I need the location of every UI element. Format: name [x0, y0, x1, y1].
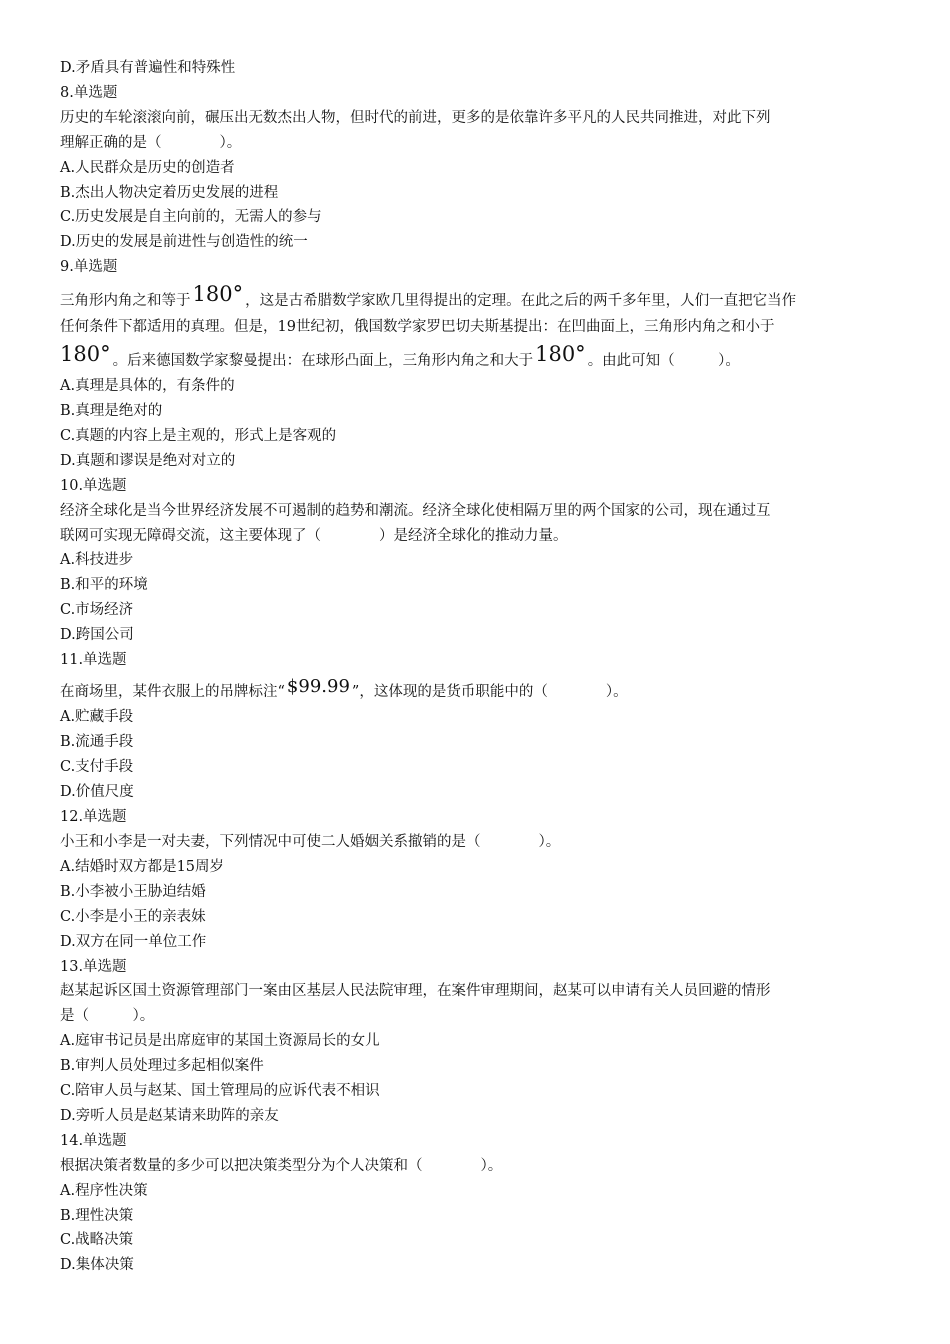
q13-header: 13.单选题 — [60, 958, 127, 975]
q11-math-price: $99.99 — [286, 675, 350, 697]
q10-option-d[interactable]: D.跨国公司 — [60, 627, 134, 644]
q12-stem: 小王和小李是一对夫妻，下列情况中可使二人婚姻关系撤销的是（ ）。 — [60, 833, 561, 850]
q9-stem-line-3 — [60, 341, 890, 375]
q14-option-c[interactable]: C.战略决策 — [60, 1232, 134, 1249]
q13-stem-line-2: 是（ ）。 — [60, 1008, 155, 1025]
q11-header: 11.单选题 — [60, 652, 127, 669]
q8-stem-line-1: 历史的车轮滚滚向前，碾压出无数杰出人物，但时代的前进，更多的是依靠许多平凡的人民共同推进，对此下列 — [60, 109, 771, 126]
q8-option-b[interactable]: B.杰出人物决定着历史发展的进程 — [60, 184, 279, 201]
q13-option-c[interactable]: C.陪审人员与赵某、国土管理局的应诉代表不相识 — [60, 1083, 380, 1100]
q9-stem-3b: 。由此可知（ ）。 — [587, 352, 740, 369]
q11-stem — [60, 675, 890, 706]
prev-option-d: D.矛盾具有普遍性和特殊性 — [60, 60, 236, 76]
q13-option-b[interactable]: B.审判人员处理过多起相似案件 — [60, 1058, 264, 1075]
q9-stem-3a: 。后来德国数学家黎曼提出：在球形凸面上，三角形内角之和大于 — [112, 352, 534, 369]
q8-header: 8.单选题 — [60, 84, 118, 101]
q9-math-180-c: 180° — [535, 341, 586, 366]
q14-stem: 根据决策者数量的多少可以把决策类型分为个人决策和（ ）。 — [60, 1157, 503, 1174]
q13-stem-line-1: 赵某起诉区国土资源管理部门一案由区基层人民法院审理，在案件审理期间，赵某可以申请有关人员回避的情形 — [60, 983, 771, 1000]
q9-option-c[interactable]: C.真题的内容上是主观的，形式上是客观的 — [60, 427, 337, 444]
q12-option-d[interactable]: D.双方在同一单位工作 — [60, 933, 207, 950]
q9-stem-1a: 三角形内角之和等于 — [60, 293, 191, 310]
q11-stem-a: 在商场里，某件衣服上的吊牌标注“ — [60, 683, 285, 700]
q11-option-c[interactable]: C.支付手段 — [60, 759, 134, 776]
q8-option-a[interactable]: A.人民群众是历史的创造者 — [60, 159, 235, 176]
q9-option-a[interactable]: A.真理是具体的，有条件的 — [60, 378, 235, 395]
q10-option-b[interactable]: B.和平的环境 — [60, 577, 148, 594]
q10-header: 10.单选题 — [60, 477, 127, 494]
q14-option-b[interactable]: B.理性决策 — [60, 1207, 134, 1224]
q9-math-180-a: 180° — [192, 282, 244, 307]
q10-stem-line-1: 经济全球化是当今世界经济发展不可遏制的趋势和潮流。经济全球化使相隔万里的两个国家的公司，现在通过互 — [60, 502, 771, 519]
q10-stem-line-2: 联网可实现无障碍交流，这主要体现了（ ）是经济全球化的推动力量。 — [60, 527, 568, 544]
q12-option-b[interactable]: B.小李被小王胁迫结婚 — [60, 883, 206, 900]
q9-header: 9.单选题 — [60, 259, 118, 276]
q11-stem-b: ”，这体现的是货币职能中的（ ）。 — [351, 683, 628, 700]
q8-option-c[interactable]: C.历史发展是自主向前的，无需人的参与 — [60, 209, 322, 226]
q9-option-d[interactable]: D.真题和谬误是绝对对立的 — [60, 452, 236, 469]
q9-stem-line-2: 任何条件下都适用的真理。但是，19世纪初，俄国数学家罗巴切夫斯基提出：在凹曲面上，三角形内角之和小于 — [60, 318, 775, 335]
q8-stem-line-2: 理解正确的是（ ）。 — [60, 134, 242, 151]
q12-option-a[interactable]: A.结婚时双方都是15周岁 — [60, 858, 225, 875]
q9-stem-line-1 — [60, 284, 890, 315]
q12-option-c[interactable]: C.小李是小王的亲表妹 — [60, 908, 206, 925]
q10-option-a[interactable]: A.科技进步 — [60, 552, 134, 569]
q9-stem-1b: ，这是古希腊数学家欧几里得提出的定理。在此之后的两千多年里，人们一直把它当作 — [245, 293, 797, 310]
q11-option-b[interactable]: B.流通手段 — [60, 734, 134, 751]
q14-option-d[interactable]: D.集体决策 — [60, 1257, 134, 1274]
q11-option-d[interactable]: D.价值尺度 — [60, 784, 134, 801]
q11-option-a[interactable]: A.贮藏手段 — [60, 709, 134, 726]
q13-option-a[interactable]: A.庭审书记员是出席庭审的某国土资源局长的女儿 — [60, 1033, 380, 1050]
q8-option-d[interactable]: D.历史的发展是前进性与创造性的统一 — [60, 234, 308, 251]
q12-header: 12.单选题 — [60, 809, 127, 826]
q14-header: 14.单选题 — [60, 1132, 127, 1149]
q9-math-180-b: 180° — [60, 341, 111, 366]
q14-option-a[interactable]: A.程序性决策 — [60, 1182, 148, 1199]
q10-option-c[interactable]: C.市场经济 — [60, 602, 134, 619]
q13-option-d[interactable]: D.旁听人员是赵某请来助阵的亲友 — [60, 1107, 279, 1124]
exam-page — [60, 56, 890, 1278]
q9-option-b[interactable]: B.真理是绝对的 — [60, 402, 163, 419]
